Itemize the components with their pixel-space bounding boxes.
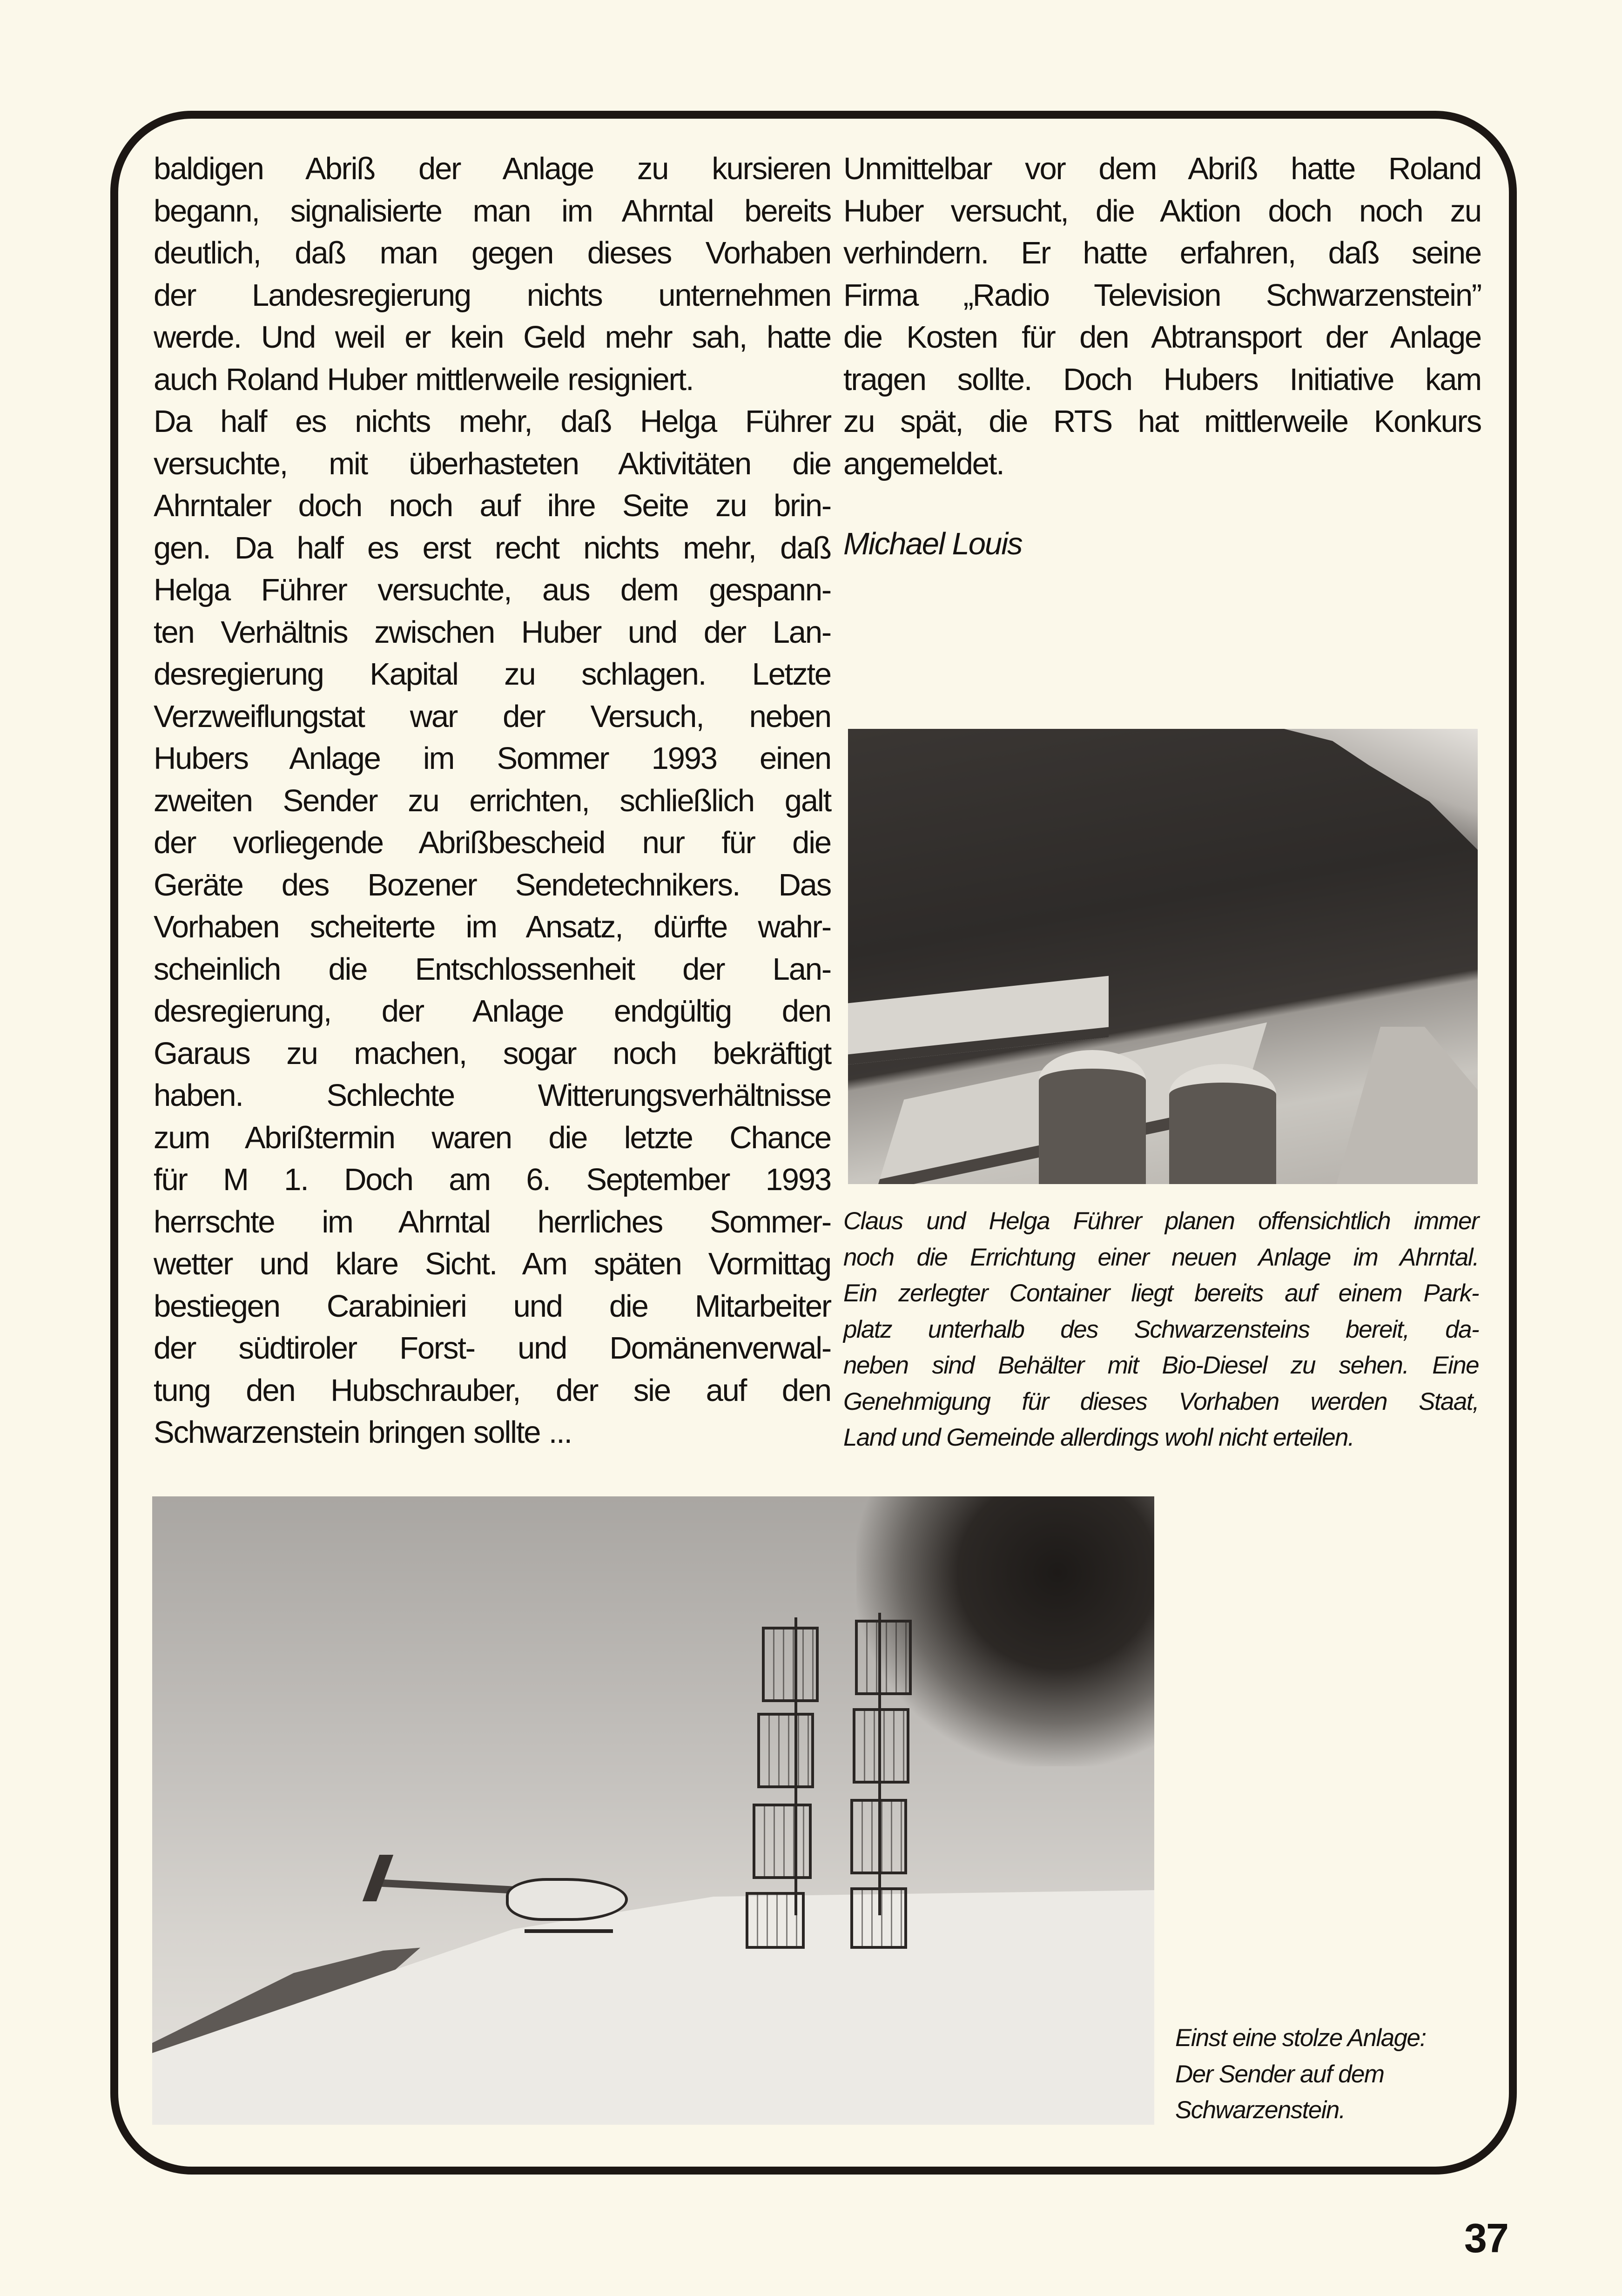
text-line: die Kosten für den Abtransport der Anlage [843,320,1481,355]
antenna-panel [855,1620,912,1695]
text-line: Unmittelbar vor dem Abriß hatte Roland [843,151,1481,186]
text-line: verhindern. Er hatte erfahren, daß seine [843,236,1481,270]
text-line: Verzweiflungstat war der Versuch, neben [154,699,831,734]
text-line: zweiten Sender zu errichten, schließlich galt [154,783,831,818]
text-line: für M 1. Doch am 6. September 1993 [154,1162,831,1197]
text-line: bestiegen Carabinieri und die Mitarbeiter [154,1288,831,1324]
text-line: tung den Hubschrauber, der sie auf den [154,1373,831,1408]
text-line: Ahrntaler doch noch auf ihre Seite zu brin- [154,488,831,523]
text-line: Hubers Anlage im Sommer 1993 einen [154,741,831,776]
caption-line: noch die Errichtung einer neuen Anlage im Ahrntal. [843,1243,1479,1271]
helicopter-skid [525,1929,613,1933]
caption-line: Land und Gemeinde allerdings wohl nicht erteilen. [843,1424,1354,1451]
helicopter-tail [376,1879,515,1894]
text-line: versuchte, mit überhasteten Aktivitäten die [154,446,831,481]
antenna-panel [753,1804,812,1879]
tower-photo [152,1496,1154,2125]
caption-line: Der Sender auf dem [1175,2060,1384,2088]
text-line: Firma „Radio Television Schwarzenstein” [843,277,1481,313]
text-line: scheinlich die Entschlossenheit der Lan- [154,951,831,987]
text-line: Huber versucht, die Aktion doch noch zu [843,193,1481,229]
text-line: Garaus zu machen, sogar noch bekräftigt [154,1036,831,1071]
text-line: Schwarzenstein bringen sollte ... [154,1415,572,1450]
text-line: baldigen Abriß der Anlage zu kursieren [154,151,831,186]
text-line: tragen sollte. Doch Hubers Initiative kam [843,362,1481,397]
text-line: begann, signalisierte man im Ahrntal bereits [154,193,831,229]
snow-slope [152,1799,1154,2125]
text-line: desregierung, der Anlage endgültig den [154,994,831,1029]
author-byline: Michael Louis [843,526,1022,561]
text-line: Helga Führer versuchte, aus dem gespann- [154,572,831,607]
container-panel [848,976,1109,1065]
caption-line: Genehmigung für dieses Vorhaben werden Staat, [843,1387,1479,1415]
caption-line: platz unterhalb des Schwarzensteins bereit, da- [843,1315,1479,1343]
text-line: deutlich, daß man gegen dieses Vorhaben [154,236,831,270]
antenna-panel [762,1627,819,1702]
text-line: haben. Schlechte Witterungsverhältnisse [154,1078,831,1113]
text-line: Da half es nichts mehr, daß Helga Führer [154,404,831,439]
text-line: desregierung Kapital zu schlagen. Letzte [154,657,831,692]
antenna-panel [746,1892,805,1949]
text-line: der Landesregierung nichts unternehmen [154,277,831,313]
antenna-panel [850,1887,907,1949]
text-line: zum Abrißtermin waren die letzte Chance [154,1120,831,1155]
helicopter-fin [363,1855,393,1901]
right-text-column [843,148,1481,485]
diesel-barrel [1169,1064,1276,1184]
diesel-barrel [1039,1050,1146,1184]
caption-line: Ein zerlegter Container liegt bereits auf einem Park- [843,1279,1479,1307]
parking-photo [848,729,1478,1184]
text-line: zu spät, die RTS hat mittlerweile Konkurs [843,404,1481,439]
text-line: herrschte im Ahrntal herrliches Sommer- [154,1204,831,1239]
road [1301,1027,1478,1184]
left-text-column [154,148,831,1454]
text-line: ten Verhältnis zwischen Huber und der Lan- [154,614,831,650]
antenna-panel [853,1708,909,1784]
text-line: auch Roland Huber mittlerweile resigniert. [154,362,693,397]
caption-line: Einst eine stolze Anlage: [1175,2024,1426,2052]
text-line: Geräte des Bozener Sendetechnikers. Das [154,867,831,902]
antenna-panel [850,1799,907,1874]
tower-photo-caption [1175,2020,1501,2128]
caption-line: neben sind Behälter mit Bio-Diesel zu sehen. Eine [843,1352,1479,1379]
caption-line: Claus und Helga Führer planen offensichtlich immer [843,1207,1479,1235]
page-number: 37 [1464,2215,1508,2261]
text-line: werde. Und weil er kein Geld mehr sah, hatte [154,320,831,355]
text-line: gen. Da half es erst recht nichts mehr, daß [154,530,831,566]
text-line: der vorliegende Abrißbescheid nur für die [154,825,831,860]
parking-photo-caption [843,1203,1479,1456]
helicopter-icon [506,1878,628,1921]
text-line: angemeldet. [843,446,1004,481]
text-line: der südtiroler Forst- und Domänenverwal- [154,1331,831,1366]
mountain-sky [1236,729,1478,850]
text-line: Vorhaben scheiterte im Ansatz, dürfte wahr- [154,909,831,944]
antenna-panel [757,1713,814,1788]
text-line: wetter und klare Sicht. Am späten Vormittag [154,1246,831,1281]
caption-line: Schwarzenstein. [1175,2096,1345,2124]
